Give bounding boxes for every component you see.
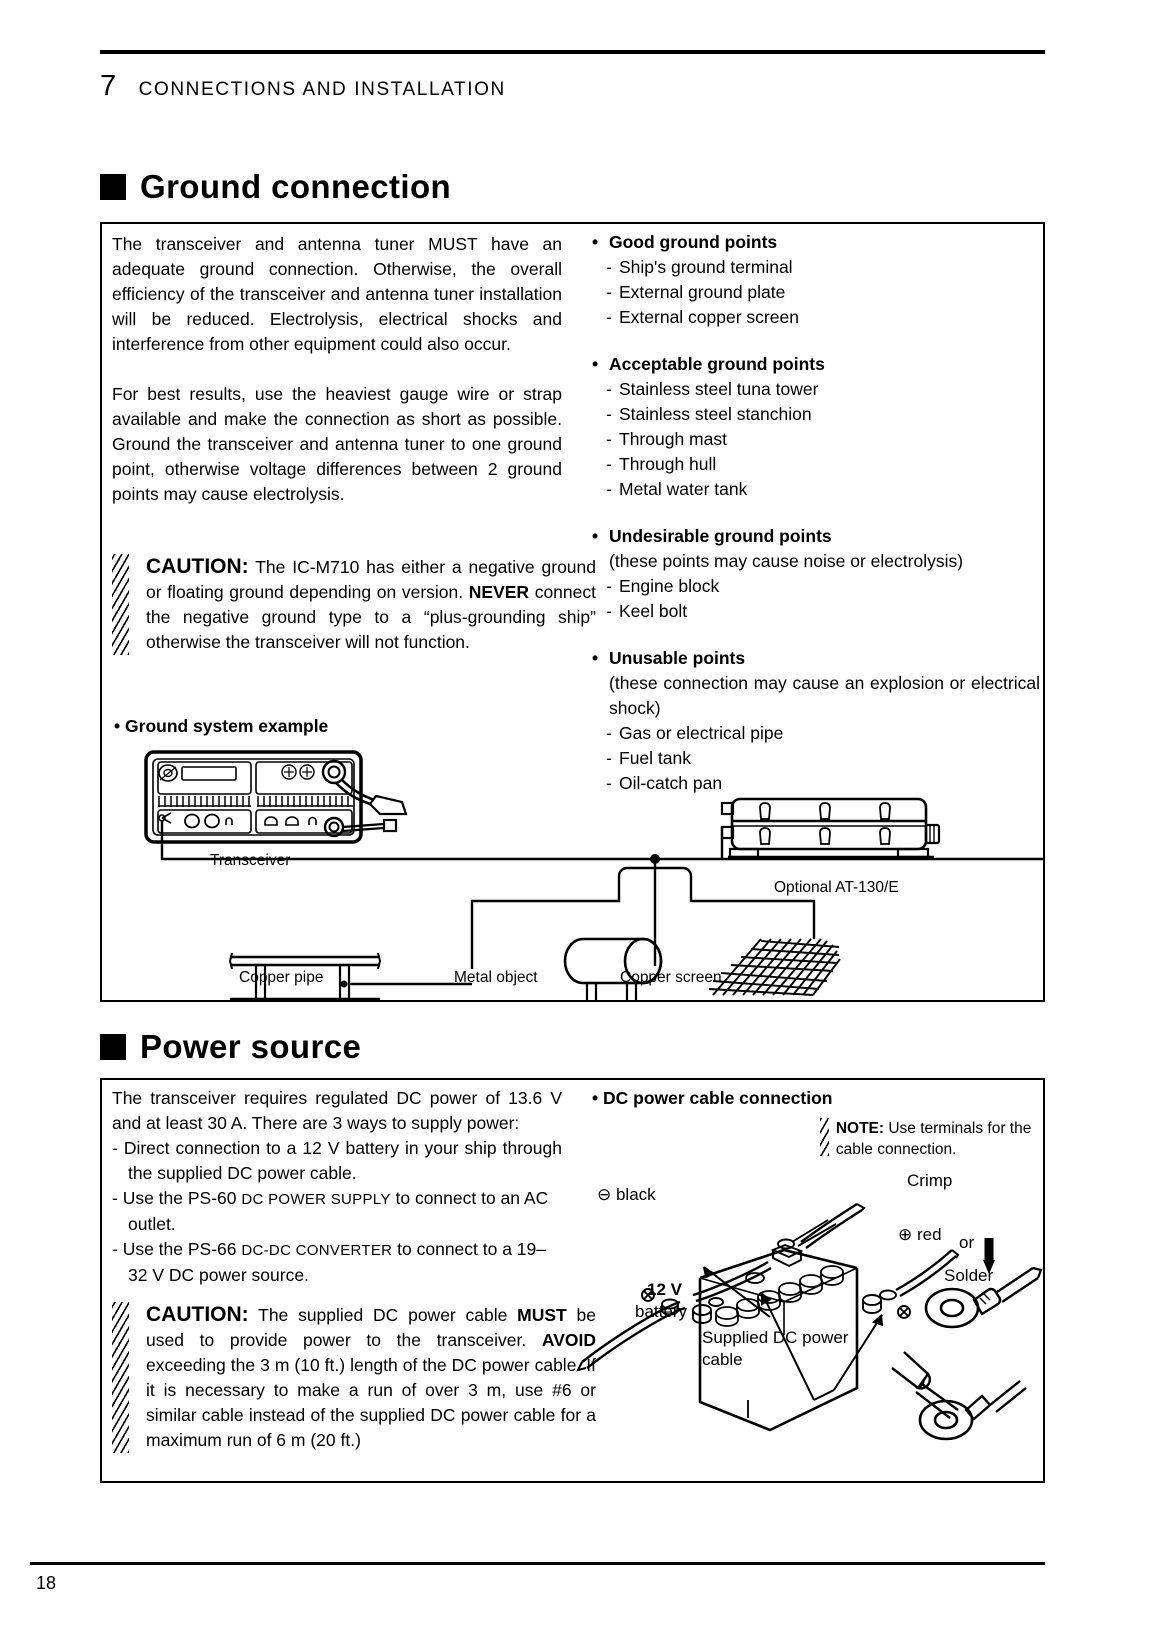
bullet-icon: •: [592, 354, 599, 374]
acceptable-points-group: [592, 352, 1040, 502]
ground-caution-block: [112, 554, 596, 655]
list-item: [592, 477, 1040, 502]
list-item-label: Ship's ground terminal: [619, 257, 793, 277]
power-bullet-3: - Use the PS-66 DC-DC CONVERTER to connect to a 19–32 V DC power source.: [112, 1239, 547, 1285]
section-title: Ground connection: [140, 168, 452, 205]
group-title-text: Acceptable ground points: [609, 354, 825, 374]
power-bullet-1-text: Direct connection to a 12 V battery in your ship through the supplied DC power cable.: [123, 1138, 562, 1183]
caution-sentence-1: The supplied DC power cable: [248, 1305, 518, 1325]
label-or: or: [959, 1233, 975, 1252]
dash-icon: -: [606, 282, 612, 302]
power-caution-text: [146, 1302, 596, 1453]
note-label: NOTE:: [835, 1120, 885, 1137]
power-paragraph-1: The transceiver requires regulated DC power of 13.6 V and at least 30 A. There are 3 ways to supply power:: [112, 1088, 562, 1133]
power-left-column: [112, 1086, 562, 1288]
caution-label: CAUTION:: [146, 1303, 249, 1326]
bullet-icon: •: [592, 1088, 599, 1108]
list-item: [592, 599, 1040, 624]
chapter-number: 7: [100, 70, 117, 102]
section-title: Power source: [140, 1028, 362, 1065]
caution-label: CAUTION:: [146, 555, 249, 578]
list-item: [592, 280, 1040, 305]
group-note: (these points may cause noise or electrolysis): [609, 551, 964, 571]
dash-icon: -: [606, 429, 612, 449]
power-caution-block: [112, 1302, 596, 1453]
bullet-icon: •: [114, 716, 121, 736]
bullet-icon: •: [592, 526, 599, 546]
list-item: [592, 402, 1040, 427]
bullet-icon: •: [592, 232, 599, 252]
ground-right-column: [592, 230, 1040, 818]
dash-icon: -: [606, 576, 612, 596]
group-title: [592, 524, 1040, 549]
dash-icon: -: [606, 404, 612, 424]
dash-icon: -: [606, 379, 612, 399]
dash-icon: -: [606, 479, 612, 499]
ground-caution-text: [146, 554, 596, 655]
list-item-label: Gas or electrical pipe: [619, 723, 784, 743]
chapter-title: CONNECTIONS AND INSTALLATION: [138, 79, 506, 100]
ground-paragraph-1: The transceiver and antenna tuner MUST have an adequate ground connection. Otherwise, the overall efficiency of the transceiver and antenna tuner installation will be reduced. Electrolysis, electrical shocks and interference from other equipment could also occur.: [112, 234, 562, 354]
list-item: [592, 255, 1040, 280]
label-copper-pipe: Copper pipe: [239, 969, 324, 986]
ground-left-column: [112, 232, 562, 507]
list-item-label: External ground plate: [619, 282, 786, 302]
list-item-label: Keel bolt: [619, 601, 688, 621]
caution-hatch-icon: [112, 554, 129, 655]
dc-power-cable-connection-label: DC power cable connection: [603, 1088, 833, 1108]
dash-icon: -: [606, 307, 612, 327]
group-note: (these connection may cause an explosion or electrical shock): [609, 673, 1040, 718]
list-item: [592, 452, 1040, 477]
list-item: [592, 427, 1040, 452]
dash-icon: -: [606, 773, 612, 793]
section-marker-icon: [100, 174, 126, 200]
page-number: 18: [36, 1573, 57, 1593]
ground-paragraph-2: For best results, use the heaviest gauge wire or strap available and make the connection as short as possible. Ground the transceiver and antenna tuner to one ground point, otherwise voltage differences between 2 ground points may cause electrolysis.: [112, 384, 562, 504]
caution-never-word: NEVER: [468, 582, 530, 602]
dc-power-cable-connection-heading: [592, 1088, 833, 1109]
list-item-label: Through hull: [619, 454, 717, 474]
power-bullet-2: - Use the PS-60 DC POWER SUPPLY to connect to an AC outlet.: [112, 1188, 549, 1234]
caution-hatch-icon: [112, 1302, 129, 1453]
section-heading-power-source: [100, 1028, 361, 1066]
ground-connection-box: [100, 222, 1045, 1002]
undesirable-points-group: [592, 524, 1040, 624]
list-item-label: Oil-catch pan: [619, 773, 723, 793]
group-title-text: Unusable points: [609, 648, 746, 668]
ground-points-group: [592, 230, 1040, 330]
note-text: Use terminals for the cable connection.: [835, 1120, 1032, 1158]
dash-icon: -: [606, 257, 612, 277]
group-title: [592, 646, 1040, 671]
section-heading-ground-connection: [100, 168, 451, 206]
caution-sentence-2: be used to provide power to the transceiver.: [146, 1305, 596, 1350]
label-battery: battery: [635, 1302, 687, 1321]
caution-sentence-2: connect the negative ground type to a “plus-grounding ship” otherwise the transceiver will not function.: [146, 582, 596, 652]
label-negative-black: ⊖ black: [597, 1185, 656, 1204]
label-crimp: Crimp: [907, 1171, 953, 1190]
power-source-box: [100, 1078, 1045, 1483]
label-metal-object: Metal object: [454, 969, 538, 986]
chapter-header: [100, 70, 506, 103]
list-item: [592, 574, 1040, 599]
list-item: [592, 305, 1040, 330]
list-item: [592, 377, 1040, 402]
label-optional-at130e: Optional AT-130/E: [774, 879, 899, 896]
label-copper-screen: Copper screen: [620, 969, 722, 986]
section-marker-icon: [100, 1034, 126, 1060]
power-bullet-1: - Direct connection to a 12 V battery in your ship through the supplied DC power cable.: [112, 1138, 562, 1183]
list-item-label: External copper screen: [619, 307, 799, 327]
ps60-smallcaps: DC POWER SUPPLY: [241, 1191, 391, 1208]
group-title: [592, 230, 1040, 255]
list-item-label: Fuel tank: [619, 748, 691, 768]
label-positive-red: ⊕ red: [898, 1225, 942, 1244]
label-transceiver: Transceiver: [210, 852, 291, 869]
caution-avoid-word: AVOID: [541, 1330, 596, 1350]
label-supplied-dc-cable: cable: [702, 1350, 743, 1369]
dash-icon: -: [606, 723, 612, 743]
label-battery-voltage: 12 V: [647, 1280, 682, 1299]
list-item-label: Through mast: [619, 429, 727, 449]
dash-icon: -: [606, 601, 612, 621]
ground-system-example-label: Ground system example: [125, 716, 329, 736]
list-item-label: Metal water tank: [619, 479, 748, 499]
group-title: [592, 352, 1040, 377]
ps66-smallcaps: DC-DC CONVERTER: [241, 1242, 393, 1259]
label-solder: Solder: [944, 1266, 994, 1285]
dash-icon: -: [606, 748, 612, 768]
header-rule: [100, 50, 1045, 54]
caution-sentence-3: exceeding the 3 m (10 ft.) length of the DC power cable. If it is necessary to make a run of over 3 m, use #6 or similar cable instead of the supplied DC power cable for a maximum run of 6 m (20 ft.): [146, 1355, 596, 1450]
footer-rule: [30, 1562, 1045, 1565]
label-supplied-dc-power: Supplied DC power: [702, 1328, 849, 1347]
bullet-icon: •: [592, 648, 599, 668]
group-title-text: Undesirable ground points: [609, 526, 832, 546]
list-item-label: Stainless steel stanchion: [619, 404, 812, 424]
group-title-text: Good ground points: [609, 232, 778, 252]
caution-must-word: MUST: [517, 1305, 567, 1325]
list-item-label: Engine block: [619, 576, 720, 596]
list-item-label: Stainless steel tuna tower: [619, 379, 819, 399]
caution-sentence-1: The IC-M710 has either a negative ground or floating ground depending on version.: [146, 557, 596, 602]
dash-icon: -: [606, 454, 612, 474]
